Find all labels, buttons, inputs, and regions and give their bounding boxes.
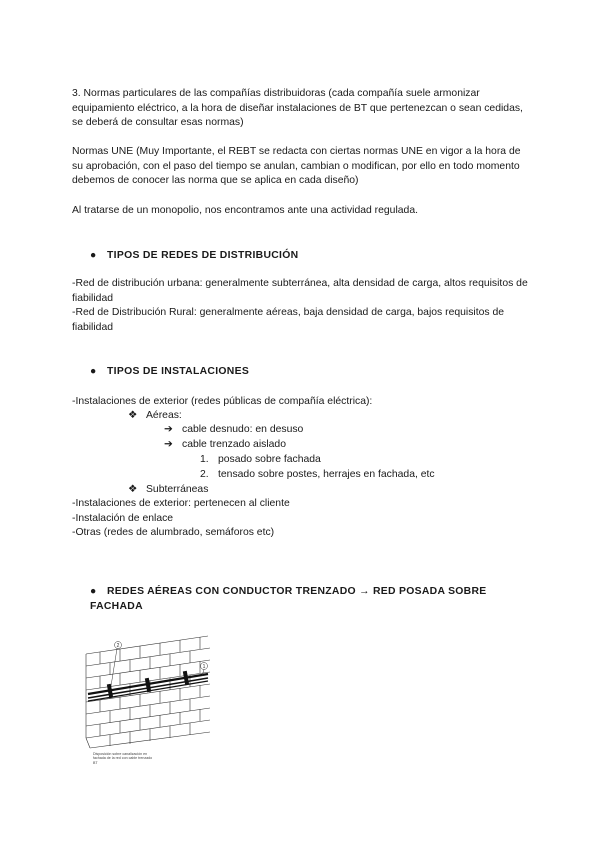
item-subterraneas: ❖ Subterráneas: [128, 484, 209, 495]
callout-label-b: 1: [202, 664, 206, 670]
heading-text: TIPOS DE INSTALACIONES: [107, 366, 250, 377]
arrow-bullet-icon: ➔: [164, 439, 173, 450]
item-red-urbana: -Red de distribución urbana: generalmente subterránea, alta densidad de carga, altos requisitos de fiabilidad: [72, 278, 528, 304]
figure-caption: Disposición sobre canalización en fachada de la red con cable trenzado BT: [93, 752, 153, 765]
facade-cable-illustration: [80, 632, 220, 764]
bullet-icon: ●: [90, 366, 97, 377]
paragraph-monopolio: Al tratarse de un monopolio, nos encontramos ante una actividad regulada.: [72, 205, 418, 216]
item-otras: -Otras (redes de alumbrado, semáforos etc): [72, 527, 275, 538]
item-tensado-postes: 2. tensado sobre postes, herrajes en fachada, etc: [200, 469, 435, 480]
arrow-bullet-icon: ➔: [164, 424, 173, 435]
callout-label-a: 2: [116, 643, 120, 649]
item-aereas: ❖ Aéreas:: [128, 410, 182, 421]
item-cable-desnudo: ➔ cable desnudo: en desuso: [164, 424, 304, 435]
diamond-bullet-icon: ❖: [128, 484, 138, 495]
diamond-bullet-icon: ❖: [128, 410, 138, 421]
brick-wall-drawing: [80, 632, 220, 764]
heading-text: REDES AÉREAS CON CONDUCTOR TRENZADO → RED POSADA SOBRE FACHADA: [90, 586, 487, 612]
item-red-rural: -Red de Distribución Rural: generalmente aéreas, baja densidad de carga, bajos requisitos de fiabilidad: [72, 307, 505, 333]
item-instalaciones-cliente: -Instalaciones de exterior: pertenecen al cliente: [72, 498, 290, 509]
heading-text: TIPOS DE REDES DE DISTRIBUCIÓN: [107, 250, 299, 261]
item-cable-trenzado: ➔ cable trenzado aislado: [164, 439, 286, 450]
heading-redes-aereas: [90, 584, 520, 614]
item-instalaciones-exterior-publicas: -Instalaciones de exterior (redes públicas de compañía eléctrica):: [72, 396, 373, 407]
paragraph-normas-particulares: 3. Normas particulares de las compañías distribuidoras (cada compañía suele armonizar equipamiento eléctrico, a la hora de diseñar instalaciones de BT que pertenezcan o sean cedidas, se deberá de consultar esas normas): [72, 88, 523, 129]
heading-tipos-instalaciones: [90, 364, 249, 379]
bullet-icon: ●: [90, 586, 97, 597]
bullet-icon: ●: [90, 250, 97, 261]
item-instalacion-enlace: -Instalación de enlace: [72, 513, 174, 524]
heading-tipos-redes: [90, 248, 298, 263]
item-posado-fachada: 1. posado sobre fachada: [200, 454, 321, 465]
paragraph-normas-une: Normas UNE (Muy Importante, el REBT se redacta con ciertas normas UNE en vigor a la hora de su aprobación, con el paso del tiempo se anulan, cambian o modifican, por ello en todo momento debemos de conocer las norma que se aplica en cada diseño): [72, 146, 521, 187]
